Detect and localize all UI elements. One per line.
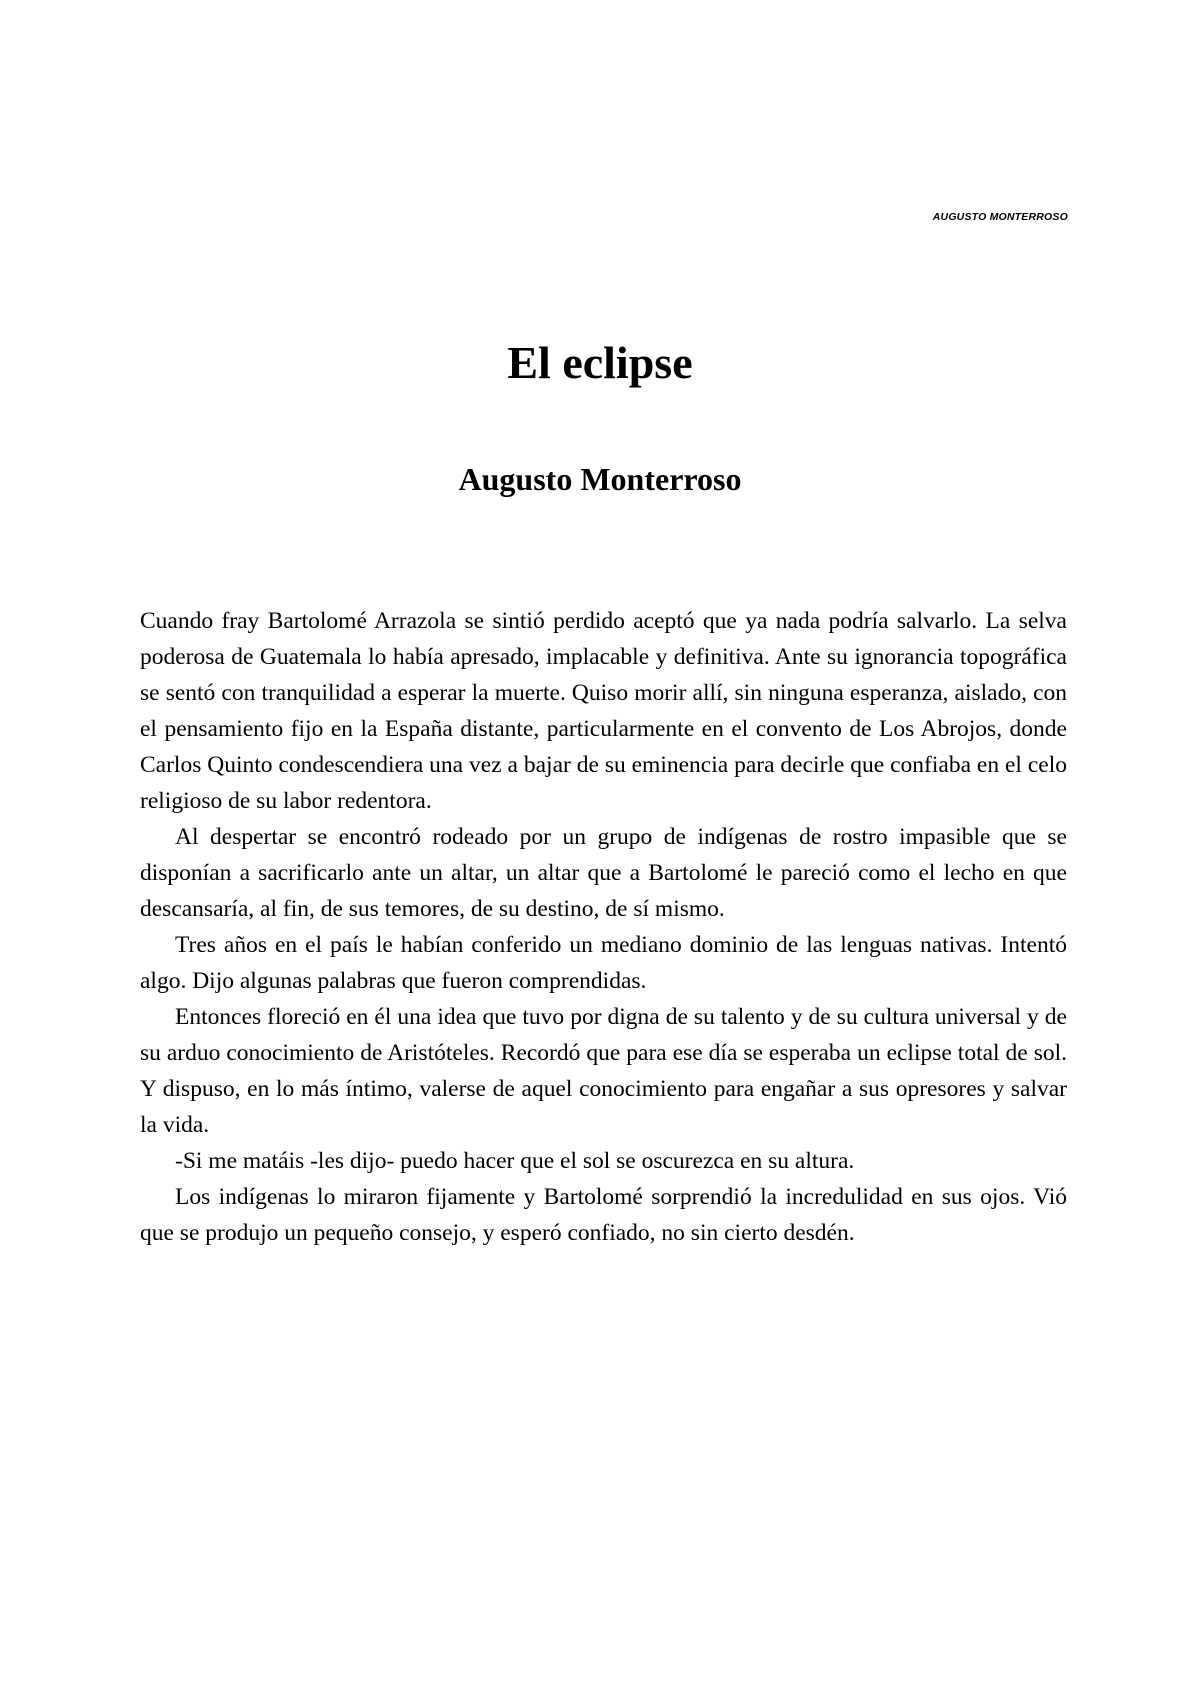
story-author: Augusto Monterroso xyxy=(458,461,742,497)
paragraph: Tres años en el país le habían conferido un mediano dominio de las lenguas nativas. Intentó algo. Dijo algunas palabras que fueron comprendidas. xyxy=(140,932,1067,994)
story-title: El eclipse xyxy=(507,337,693,388)
paragraph: -Si me matáis -les dijo- puedo hacer que el sol se oscurezca en su altura. xyxy=(175,1148,855,1174)
paragraph: Al despertar se encontró rodeado por un grupo de indígenas de rostro impasible que se disponían a sacrificarlo ante un altar, un altar que a Bartolomé le pareció como el lecho en que descansaría, al fin, de sus temores, de su destino, de sí mismo. xyxy=(140,824,1067,922)
paragraph: Cuando fray Bartolomé Arrazola se sintió perdido aceptó que ya nada podría salvarlo. La selva poderosa de Guatemala lo había apresado, implacable y definitiva. Ante su ignorancia topográfica se sentó con tranquilidad a esperar la muerte. Quiso morir allí, sin ninguna esperanza, aislado, con el pensamiento fijo en la España distante, particularmente en el convento de Los Abrojos, donde Carlos Quinto condescendiera una vez a bajar de su eminencia para decirle que confiaba en el celo religioso de su labor redentora. xyxy=(140,608,1067,814)
paragraph: Los indígenas lo miraron fijamente y Bartolomé sorprendió la incredulidad en sus ojos. Vió que se produjo un pequeño consejo, y esperó confiado, no sin cierto desdén. xyxy=(140,1184,1067,1246)
running-header: AUGUSTO MONTERROSO xyxy=(932,211,1068,223)
paragraph: Entonces floreció en él una idea que tuvo por digna de su talento y de su cultura universal y de su arduo conocimiento de Aristóteles. Recordó que para ese día se esperaba un eclipse total de sol. Y dispuso, en lo más íntimo, valerse de aquel conocimiento para engañar a sus opresores y salvar la vida. xyxy=(140,1004,1067,1138)
story-body xyxy=(140,603,1067,1251)
